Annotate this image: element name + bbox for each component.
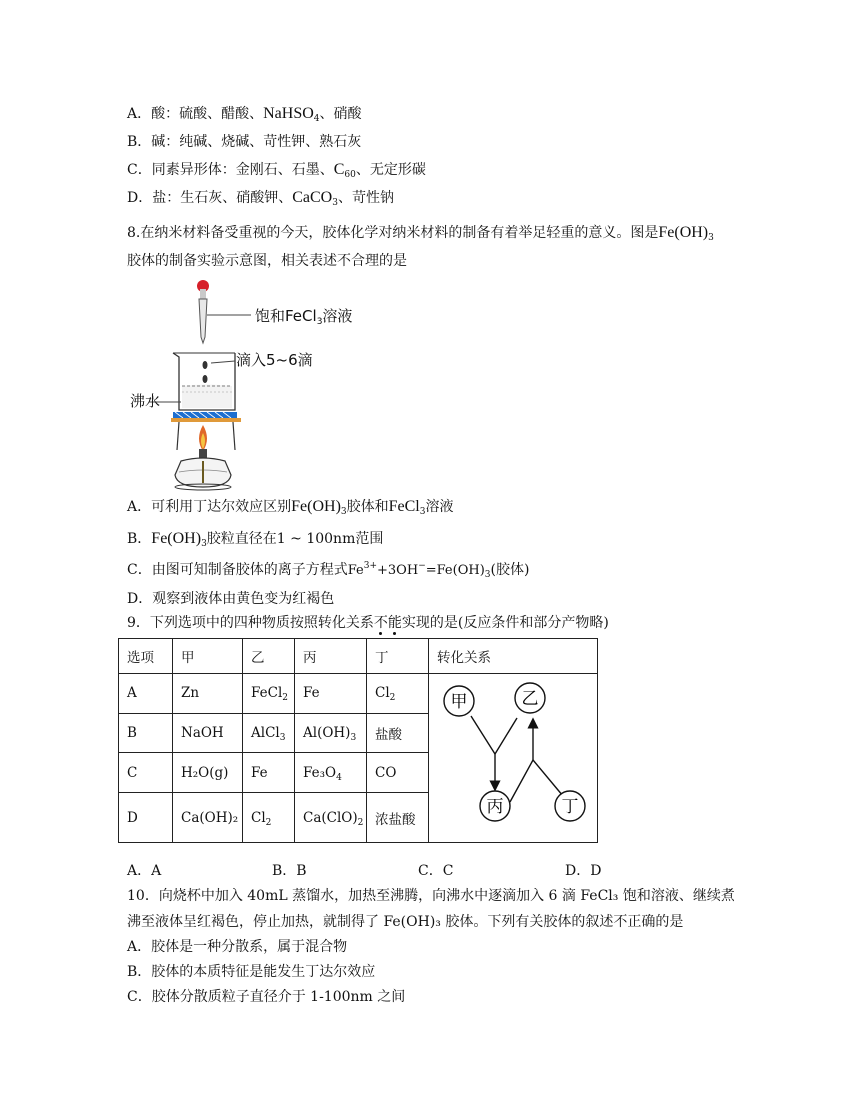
q8-option-b: B．$Fe(OH)_3$胶粒直径在1 ~ 100nm范围	[127, 530, 384, 549]
cell-bing: $Al(OH)_3$	[295, 713, 367, 753]
cell-option: C	[119, 753, 173, 793]
node-yi-label: 乙	[521, 689, 539, 709]
node-jia-label: 甲	[450, 692, 468, 712]
q7-option-b: B．碱：纯碱、烧碱、苛性钾、熟石灰	[127, 134, 362, 150]
cell-jia: NaOH	[173, 713, 243, 753]
q7-option-d: D．盐：生石灰、硝酸钾、CaCO$_3$、苛性钠	[127, 189, 394, 208]
node-ding-label: 丁	[561, 797, 579, 817]
relation-diagram-cell	[429, 674, 598, 843]
cell-ding: 浓盐酸	[367, 793, 429, 843]
cell-option: D	[119, 793, 173, 843]
header-jia: 甲	[173, 639, 243, 674]
cell-yi: AlCl$_3$	[243, 713, 295, 753]
header-ding: 丁	[367, 639, 429, 674]
table-row	[119, 674, 598, 714]
q7-option-c: C．同素异形体：金刚石、石墨、$C_{60}$、无定形碳	[127, 161, 426, 180]
q8-stem-line1: 8.在纳米材料备受重视的今天，胶体化学对纳米材料的制备有着举足轻重的意义。图是$Fe(OH)_3$	[127, 224, 714, 243]
cell-option: B	[119, 713, 173, 753]
q9-stem: 9．下列选项中的四种物质按照转化关系不能实现的是(反应条件和部分产物略)	[127, 615, 609, 631]
q7-option-a: A．酸：硫酸、醋酸、NaHSO$_4$、硝酸	[127, 105, 362, 124]
label-saturated-fecl3: 饱和FeCl$_3$溶液	[255, 307, 353, 327]
q10-option-c: C．胶体分散质粒子直径介于 1-100nm 之间	[127, 989, 406, 1005]
header-option: 选项	[119, 639, 173, 674]
q10-stem-line1: 10．向烧杯中加入 40mL 蒸馏水，加热至沸腾，向沸水中逐滴加入 6 滴 FeCl₃ 饱和溶液、继续煮	[127, 888, 735, 904]
node-bing-label: 丙	[486, 797, 504, 817]
q10-stem-line2: 沸至液体呈红褐色，停止加热，就制得了 Fe(OH)₃ 胶体。下列有关胶体的叙述不正确的是	[127, 914, 684, 930]
q10-option-a: A．胶体是一种分散系，属于混合物	[127, 939, 348, 955]
q8-stem-line2: 胶体的制备实验示意图，相关表述不合理的是	[127, 253, 407, 269]
cell-yi: $Cl_2$	[243, 793, 295, 843]
table-header-row	[119, 639, 598, 674]
label-add-drops: 滴入5~6滴	[236, 351, 313, 369]
q9-answer-c: C．C	[418, 863, 454, 879]
cell-bing: $Fe_3O_4$	[295, 753, 367, 793]
cell-option: A	[119, 674, 173, 714]
cell-yi: FeCl$_2$	[243, 674, 295, 714]
cell-jia: H₂O(g)	[173, 753, 243, 793]
cell-yi: Fe	[243, 753, 295, 793]
cell-bing: $Ca(ClO)_2$	[295, 793, 367, 843]
q9-answer-b: B．B	[272, 863, 307, 879]
transformation-diagram	[429, 674, 597, 842]
q9-table	[118, 638, 598, 843]
header-yi: 乙	[243, 639, 295, 674]
q9-answer-a: A．A	[127, 863, 162, 879]
cell-jia: Zn	[173, 674, 243, 714]
q8-option-a: A．可利用丁达尔效应区别$Fe(OH)_3$胶体和FeCl$_3$溶液	[127, 498, 454, 517]
q9-answer-d: D．D	[565, 863, 602, 879]
header-relation: 转化关系	[429, 639, 598, 674]
label-boiling-water: 沸水	[130, 392, 161, 410]
cell-jia: Ca(OH)₂	[173, 793, 243, 843]
cell-ding: $Cl_2$	[367, 674, 429, 714]
cell-ding: 盐酸	[367, 713, 429, 753]
header-bing: 丙	[295, 639, 367, 674]
cell-ding: CO	[367, 753, 429, 793]
q10-option-b: B．胶体的本质特征是能发生丁达尔效应	[127, 964, 376, 980]
cell-bing: Fe	[295, 674, 367, 714]
q8-option-c: C．由图可知制备胶体的离子方程式$Fe^{3+}+3OH^-=Fe(OH)_3$(胶体)	[127, 561, 530, 580]
q8-option-d: D．观察到液体由黄色变为红褐色	[127, 591, 335, 607]
